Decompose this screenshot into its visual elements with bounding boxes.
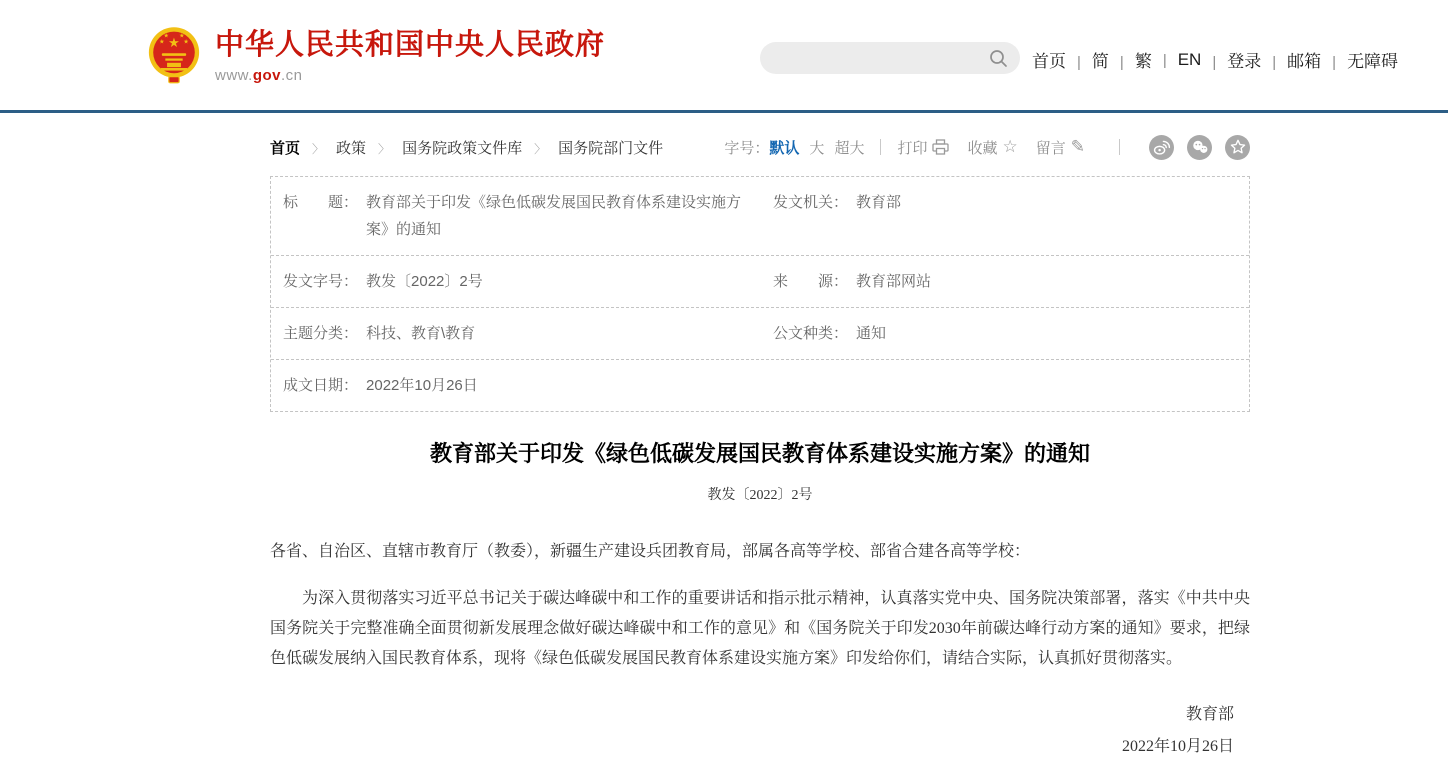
font-size-xlarge-button[interactable]: 超大	[834, 139, 865, 157]
pencil-icon: ✎	[1070, 137, 1085, 157]
document-number: 教发〔2022〕2号	[707, 487, 813, 503]
printer-icon	[932, 139, 949, 155]
top-nav	[1032, 47, 1398, 72]
meta-row-doc-number	[271, 256, 1249, 308]
star-share-icon	[1229, 138, 1247, 156]
meta-value-doc-number: 教发〔2022〕2号	[366, 273, 483, 290]
nav-login[interactable]: | 登录	[1201, 47, 1261, 72]
search-icon	[989, 49, 1008, 68]
breadcrumb-toolbar-row	[270, 134, 1250, 160]
weibo-icon	[1152, 138, 1171, 157]
document-title: 教育部关于印发《绿色低碳发展国民教育体系建设实施方案》的通知	[429, 441, 1090, 466]
print-button[interactable]: 打印	[897, 137, 949, 158]
breadcrumb-policy[interactable]: 〉 政策	[300, 137, 366, 158]
meta-row-category	[271, 308, 1249, 360]
wechat-icon	[1191, 138, 1209, 156]
svg-text:★: ★	[159, 38, 165, 46]
site-logo[interactable]	[148, 26, 605, 84]
breadcrumb-policy-library[interactable]: 〉 国务院政策文件库	[366, 137, 522, 158]
svg-text:★: ★	[168, 36, 180, 52]
document-body-paragraph: 为深入贯彻落实习近平总书记关于碳达峰碳中和工作的重要讲话和指示批示精神，认真落实党中央、国务院决策部署，落实《中共中央 国务院关于完整准确全面贯彻新发展理念做好碳达峰碳中和工作的意见》和《国务院关于印发2030年前碳达峰行动方案的通知》要求，把绿色低碳发展纳入国民教育体系，现将《绿色低碳发展国民教育体系建设实施方案》印发给你们，请结合实际，认真抓好贯彻落实。	[270, 589, 1250, 667]
comment-button[interactable]: 留言 ✎	[1035, 137, 1085, 157]
svg-text:★: ★	[179, 32, 185, 40]
page-toolbar	[724, 135, 1250, 160]
divider	[1119, 139, 1120, 155]
nav-simplified-chinese[interactable]: | 简	[1066, 47, 1109, 72]
site-title: 中华人民共和国中央人民政府	[215, 29, 606, 61]
meta-value-category: 科技、教育\教育	[366, 325, 476, 342]
svg-text:★: ★	[183, 38, 189, 46]
nav-traditional-chinese[interactable]: | 繁	[1109, 47, 1152, 72]
breadcrumb	[270, 137, 663, 158]
nav-english[interactable]: | EN	[1152, 50, 1202, 70]
share-weibo-button[interactable]	[1149, 135, 1174, 160]
sign-date: 2022年10月26日	[1121, 737, 1234, 755]
breadcrumb-home[interactable]: 首页	[270, 139, 301, 157]
font-size-label: 字号：	[724, 139, 770, 157]
meta-label-doc-type: 公文种类：	[773, 325, 849, 342]
share-wechat-button[interactable]	[1187, 135, 1212, 160]
site-header	[0, 0, 1448, 113]
nav-home[interactable]: 首页	[1032, 52, 1066, 71]
divider	[880, 139, 881, 155]
meta-label-category: 主题分类：	[283, 325, 359, 342]
star-icon: ☆	[1002, 137, 1018, 157]
meta-label-issuing-agency: 发文机关：	[773, 194, 849, 211]
meta-label-doc-number: 发文字号：	[283, 273, 359, 290]
search-button[interactable]	[986, 42, 1020, 74]
meta-value-issuing-agency: 教育部	[856, 194, 902, 211]
meta-label-title: 标 题：	[283, 194, 359, 211]
breadcrumb-department-documents[interactable]: 〉 国务院部门文件	[522, 137, 663, 158]
document-signature	[270, 699, 1250, 763]
meta-value-doc-type: 通知	[856, 325, 887, 342]
document-article	[270, 439, 1250, 763]
font-size-default-button[interactable]: 默认	[769, 139, 800, 157]
nav-mailbox[interactable]: | 邮箱	[1261, 47, 1321, 72]
national-emblem-icon	[148, 26, 200, 84]
meta-label-date: 成文日期：	[283, 377, 359, 394]
svg-text:★: ★	[163, 32, 169, 40]
search-box	[760, 42, 1020, 74]
nav-accessibility[interactable]: | 无障碍	[1321, 47, 1398, 72]
signer-name: 教育部	[1185, 705, 1234, 723]
favorite-button[interactable]: 收藏 ☆	[967, 137, 1018, 157]
font-size-large-button[interactable]: 大	[809, 139, 825, 157]
document-addressee: 各省、自治区、直辖市教育厅（教委），新疆生产建设兵团教育局，部属各高等学校、部省合建各高等学校：	[270, 542, 1031, 560]
share-qzone-button[interactable]	[1225, 135, 1250, 160]
meta-value-source: 教育部网站	[856, 273, 932, 290]
meta-row-date	[271, 360, 1249, 411]
search-input[interactable]	[760, 42, 986, 74]
site-url: www.gov.cn	[215, 67, 303, 84]
document-meta-table	[270, 176, 1250, 412]
meta-value-date: 2022年10月26日	[366, 377, 478, 394]
meta-value-title: 教育部关于印发《绿色低碳发展国民教育体系建设实施方案》的通知	[366, 194, 742, 238]
meta-label-source: 来 源：	[773, 273, 849, 290]
meta-row-title	[271, 177, 1249, 256]
